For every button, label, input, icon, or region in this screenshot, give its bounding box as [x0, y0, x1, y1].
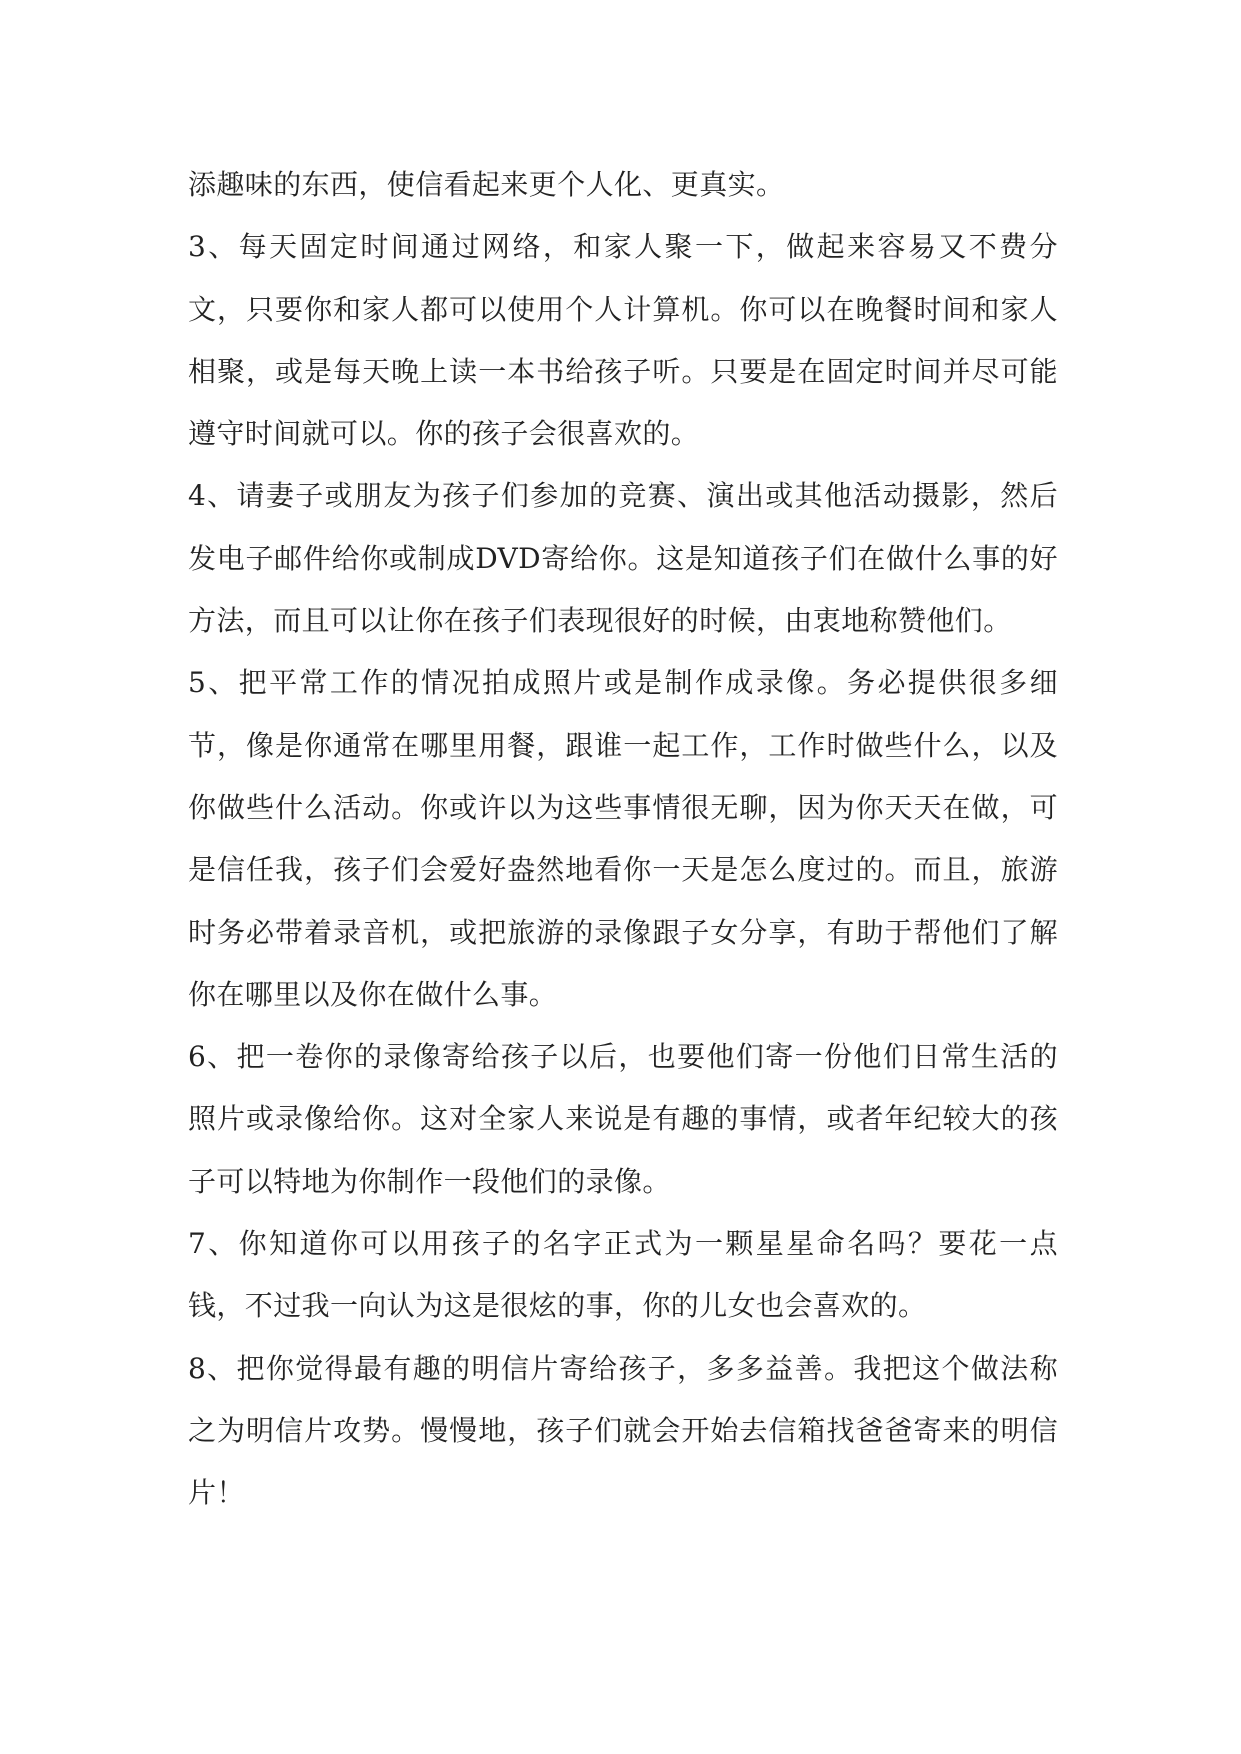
- paragraph-item-7: 7、你知道你可以用孩子的名字正式为一颗星星命名吗？要花一点钱，不过我一向认为这是很炫的事，你的儿女也会喜欢的。: [188, 1227, 1058, 1323]
- paragraph-item-8: 8、把你觉得最有趣的明信片寄给孩子，多多益善。我把这个做法称之为明信片攻势。慢慢地，孩子们就会开始去信箱找爸爸寄来的明信片！: [188, 1351, 1058, 1510]
- paragraph-item-6: 6、把一卷你的录像寄给孩子以后，也要他们寄一份他们日常生活的照片或录像给你。这对全家人来说是有趣的事情，或者年纪较大的孩子可以特地为你制作一段他们的录像。: [188, 1040, 1058, 1198]
- document-body: [188, 154, 1058, 1525]
- paragraph-continuation: 添趣味的东西，使信看起来更个人化、更真实。: [188, 168, 785, 201]
- paragraph-item-3: 3、每天固定时间通过网络，和家人聚一下，做起来容易又不费分文，只要你和家人都可以使用个人计算机。你可以在晚餐时间和家人相聚，或是每天晚上读一本书给孩子听。只要是在固定时间并尽可能遵守时间就可以。你的孩子会很喜欢的。: [188, 230, 1058, 451]
- paragraph-item-4: 4、请妻子或朋友为孩子们参加的竞赛、演出或其他活动摄影，然后发电子邮件给你或制成DVD寄给你。这是知道孩子们在做什么事的好方法，而且可以让你在孩子们表现很好的时候，由衷地称赞他们。: [188, 479, 1058, 638]
- paragraph-item-5: 5、把平常工作的情况拍成照片或是制作成录像。务必提供很多细节，像是你通常在哪里用餐，跟谁一起工作，工作时做些什么，以及你做些什么活动。你或许以为这些事情很无聊，因为你天天在做，可是信任我，孩子们会爱好盎然地看你一天是怎么度过的。而且，旅游时务必带着录音机，或把旅游的录像跟子女分享，有助于帮他们了解你在哪里以及你在做什么事。: [188, 666, 1058, 1011]
